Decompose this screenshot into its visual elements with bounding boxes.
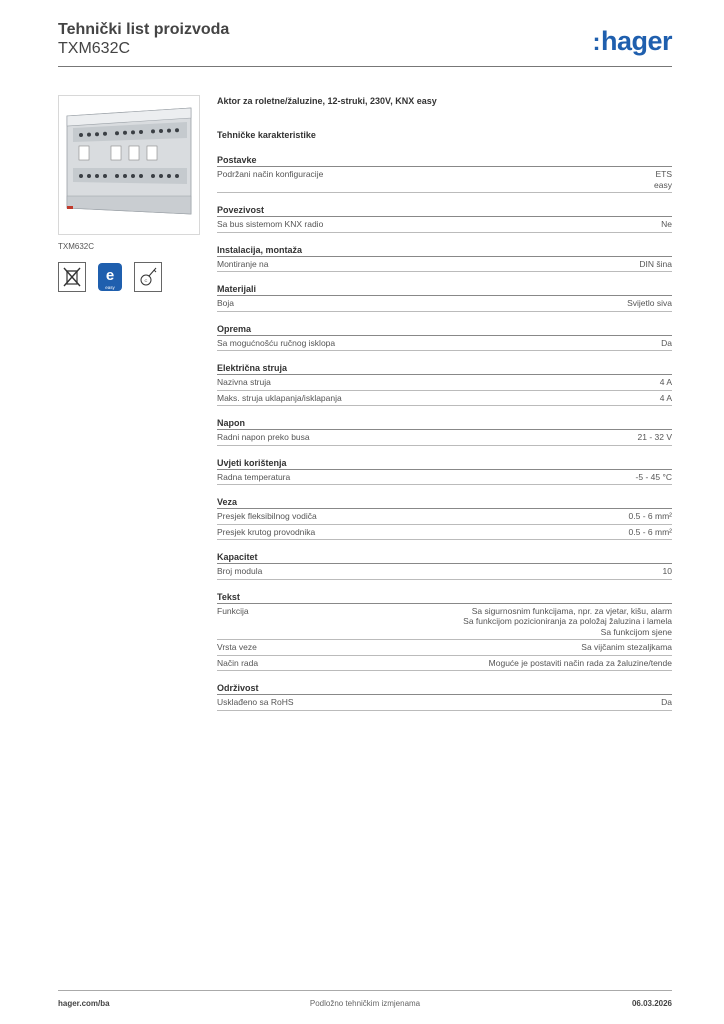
spec-value-line: Ne <box>661 219 672 229</box>
spec-row <box>217 430 672 446</box>
spec-value-line: Da <box>661 337 672 348</box>
spec-label: Usklađeno sa RoHS <box>217 697 294 707</box>
weee-icon <box>58 262 86 292</box>
spec-value <box>627 298 672 309</box>
spec-row <box>217 391 672 407</box>
key-icon <box>134 262 162 292</box>
spec-value-line: 4 A <box>659 392 672 403</box>
spec-row <box>217 336 672 352</box>
spec-value <box>639 259 672 270</box>
spec-value <box>663 566 672 577</box>
document-title: Tehnički list proizvoda <box>58 21 230 38</box>
spec-row <box>217 604 672 641</box>
spec-section-title: Napon <box>217 417 672 430</box>
spec-value-line: DIN šina <box>639 258 672 269</box>
product-description: Aktor za roletne/žaluzine, 12-struki, 230V, KNX easy <box>217 96 437 106</box>
spec-value-line: -5 - 45 °C <box>635 471 672 482</box>
spec-section <box>217 244 672 273</box>
spec-label: Podržani način konfiguracije <box>217 169 324 179</box>
spec-value-line: Sa funkcijom sjene <box>600 626 672 637</box>
spec-label: Broj modula <box>217 566 263 576</box>
spec-section <box>217 551 672 580</box>
spec-section <box>217 457 672 486</box>
spec-value-line: 0.5 - 6 mm² <box>628 511 672 521</box>
spec-label: Sa mogućnošću ručnog isklopa <box>217 337 336 348</box>
spec-value-line: Da <box>661 697 672 707</box>
spec-row <box>217 167 672 193</box>
spec-section <box>217 417 672 446</box>
product-reference: TXM632C <box>58 40 131 57</box>
spec-value <box>661 338 672 349</box>
spec-section <box>217 323 672 352</box>
spec-value-line: Sa funkcijom pozicioniranja za položaj žaluzina i lamela <box>463 616 672 626</box>
spec-label: Vrsta veze <box>217 642 257 652</box>
spec-value <box>581 642 672 653</box>
footer-note: Podložno tehničkim izmjenama <box>309 999 421 1008</box>
spec-value-line: 0.5 - 6 mm² <box>628 526 672 537</box>
product-image-caption: TXM632C <box>58 242 95 251</box>
spec-value <box>661 697 672 708</box>
spec-section-title: Električna struja <box>217 362 672 375</box>
spec-label: Radna temperatura <box>217 471 291 482</box>
spec-value-line: Svijetlo siva <box>627 298 672 308</box>
spec-label: Nazivna struja <box>217 377 271 387</box>
document-header <box>58 20 672 68</box>
certification-icons <box>58 262 162 292</box>
svg-text:e: e <box>105 267 115 284</box>
spec-row <box>217 257 672 273</box>
specification-sections <box>217 154 672 711</box>
spec-row <box>217 525 672 541</box>
spec-label: Sa bus sistemom KNX radio <box>217 219 324 229</box>
spec-label: Maks. struja uklapanja/isklapanja <box>217 392 342 403</box>
spec-row <box>217 656 672 672</box>
spec-row <box>217 217 672 233</box>
hager-logo: :hager <box>592 26 672 56</box>
spec-value <box>463 606 672 638</box>
spec-section-title: Tekst <box>217 591 672 604</box>
spec-value <box>660 393 672 404</box>
spec-value <box>660 377 672 388</box>
spec-section-title: Održivost <box>217 682 672 695</box>
characteristics-heading: Tehničke karakteristike <box>217 130 316 140</box>
spec-value <box>661 219 672 230</box>
spec-section-title: Materijali <box>217 283 672 296</box>
footer-website[interactable]: hager.com/ba <box>58 999 110 1008</box>
spec-section-title: Oprema <box>217 323 672 336</box>
product-image <box>58 95 200 235</box>
spec-label: Funkcija <box>217 605 249 616</box>
spec-section <box>217 154 672 193</box>
spec-value <box>629 527 672 538</box>
spec-section-title: Postavke <box>217 154 672 167</box>
spec-section-title: Veza <box>217 496 672 509</box>
spec-value-line: easy <box>654 179 672 190</box>
spec-section <box>217 496 672 540</box>
spec-label: Presjek krutog provodnika <box>217 526 316 537</box>
spec-row <box>217 509 672 525</box>
spec-value <box>489 658 672 669</box>
spec-section-title: Instalacija, montaža <box>217 244 672 257</box>
svg-text:easy: easy <box>105 285 115 290</box>
spec-section <box>217 362 672 406</box>
specification-content <box>217 96 672 722</box>
spec-section <box>217 591 672 672</box>
spec-label: Radni napon preko busa <box>217 432 310 442</box>
spec-value-line: 10 <box>662 566 672 576</box>
spec-value-line: Sa sigurnosnim funkcijama, npr. za vjetar, kišu, alarm <box>471 605 672 616</box>
spec-section-title: Uvjeti korištenja <box>217 457 672 470</box>
spec-value-line: Moguće je postaviti način rada za žaluzine/tende <box>488 657 672 668</box>
document-footer <box>58 990 672 1010</box>
knx-actuator-illustration <box>59 96 199 234</box>
spec-value-line: 4 A <box>659 377 672 387</box>
spec-label: Presjek fleksibilnog vodiča <box>217 511 317 521</box>
svg-text:C: C <box>144 278 148 283</box>
spec-value-line: Sa vijčanim stezaljkama <box>581 642 672 652</box>
spec-row <box>217 296 672 312</box>
knx-easy-icon <box>96 262 124 292</box>
spec-value <box>636 472 672 483</box>
spec-section-title: Kapacitet <box>217 551 672 564</box>
spec-section <box>217 283 672 312</box>
spec-label: Način rada <box>217 657 259 668</box>
spec-value-line: ETS <box>655 169 672 179</box>
spec-section-title: Povezivost <box>217 204 672 217</box>
spec-label: Boja <box>217 298 235 308</box>
spec-row <box>217 695 672 711</box>
header-divider <box>58 66 672 67</box>
spec-value <box>654 169 672 190</box>
spec-value <box>629 511 672 522</box>
footer-date: 06.03.2026 <box>631 999 672 1008</box>
spec-label: Montiranje na <box>217 258 269 269</box>
spec-row <box>217 375 672 391</box>
spec-section <box>217 204 672 233</box>
spec-value <box>638 432 673 443</box>
spec-row <box>217 564 672 580</box>
spec-row <box>217 640 672 656</box>
spec-row <box>217 470 672 486</box>
spec-section <box>217 682 672 711</box>
spec-value-line: 21 - 32 V <box>637 432 672 442</box>
